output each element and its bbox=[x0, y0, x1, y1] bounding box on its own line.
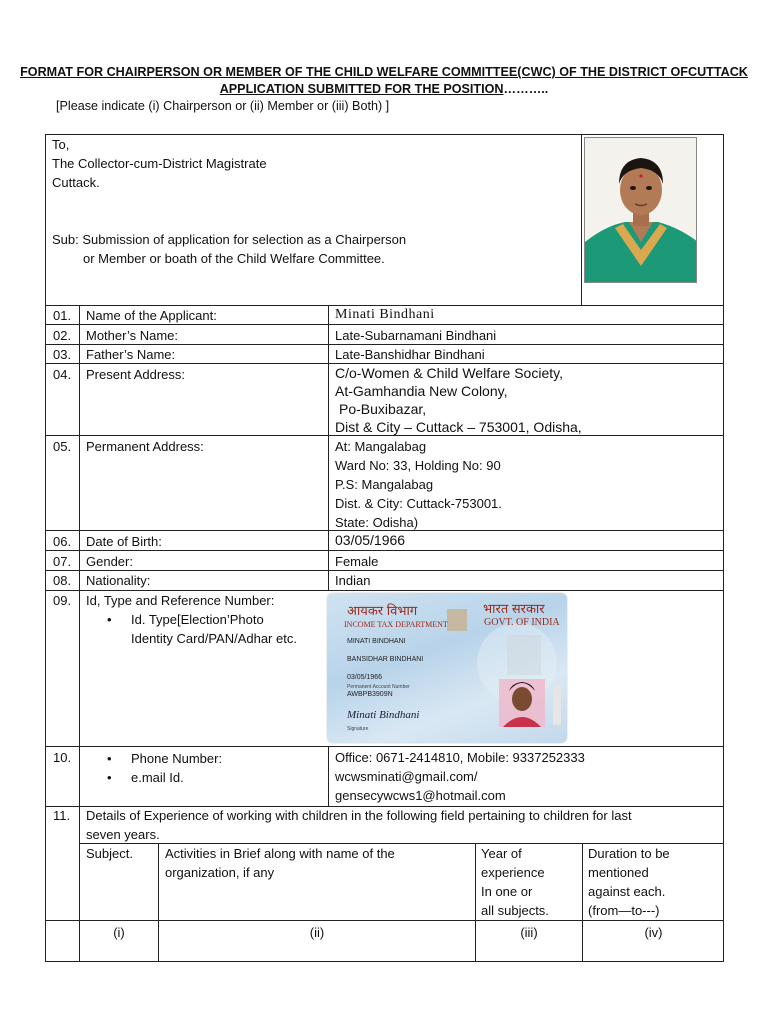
exp-col-duration: against each. bbox=[588, 884, 666, 899]
pan-dob: 03/05/1966 bbox=[347, 674, 383, 681]
exp-col-duration: (from—to---) bbox=[588, 903, 660, 918]
row-01-label: Name of the Applicant: bbox=[86, 308, 217, 323]
phone-label: • Phone Number: bbox=[131, 749, 222, 768]
email-value-2: gensecywcws1@hotmail.com bbox=[335, 788, 506, 803]
form-title: FORMAT FOR CHAIRPERSON OR MEMBER OF THE CHILD WELFARE COMMITTEE(CWC) OF THE DISTRICT OFCUTTACK bbox=[20, 65, 748, 79]
exp-roman-i: (i) bbox=[113, 925, 125, 940]
row-02-label: Mother’s Name: bbox=[86, 328, 178, 343]
pan-father-name: BANSIDHAR BINDHANI bbox=[347, 656, 424, 663]
recipient-city: Cuttack. bbox=[52, 175, 100, 190]
row-11-num: 11. bbox=[53, 808, 71, 823]
label-column-divider-bottom bbox=[328, 746, 329, 806]
present-address-line: At-Gamhandia New Colony, bbox=[335, 383, 508, 399]
pan-hindi-govt: भारत सरकार bbox=[483, 601, 545, 616]
present-address-line: C/o-Women & Child Welfare Society, bbox=[335, 365, 563, 381]
email-value-1: wcwsminati@gmail.com/ bbox=[335, 769, 478, 784]
pan-card-image bbox=[327, 593, 567, 743]
pan-number-label: Permanent Account Number bbox=[347, 684, 410, 690]
exp-col-subject: Subject. bbox=[86, 846, 133, 861]
applicant-name-value: Minati Bindhani bbox=[335, 307, 435, 322]
id-type-line-1: • Id. Type[Election’Photo bbox=[131, 610, 264, 629]
exp-col-activities-2: organization, if any bbox=[165, 865, 275, 880]
photo-divider bbox=[581, 134, 582, 305]
position-label: APPLICATION SUBMITTED FOR THE POSITION bbox=[219, 82, 504, 96]
nationality-value: Indian bbox=[335, 573, 371, 588]
exp-col-year: experience bbox=[481, 865, 545, 880]
exp-col-divider bbox=[158, 843, 159, 962]
row-03-num: 03. bbox=[53, 347, 72, 362]
row-rule bbox=[45, 746, 724, 747]
dob-value: 03/05/1966 bbox=[335, 532, 406, 548]
row-03-label: Father’s Name: bbox=[86, 347, 176, 362]
exp-col-divider bbox=[475, 843, 476, 962]
mother-name-value: Late-Subarnamani Bindhani bbox=[335, 328, 497, 343]
row-10-num: 10. bbox=[53, 750, 72, 765]
row-08-label: Nationality: bbox=[86, 573, 151, 588]
pan-govt: GOVT. OF INDIA bbox=[484, 617, 560, 628]
row-05-label: Permanent Address: bbox=[86, 439, 204, 454]
id-type-line-2: Identity Card/PAN/Adhar etc. bbox=[131, 631, 297, 646]
subject-line-2: or Member or boath of the Child Welfare Committee. bbox=[83, 251, 385, 266]
row-05-num: 05. bbox=[53, 439, 72, 454]
exp-col-duration: Duration to be bbox=[588, 846, 670, 861]
experience-heading-line-1: Details of Experience of working with children in the following field pertaining to children for last bbox=[86, 808, 632, 823]
permanent-address-line: Ward No: 33, Holding No: 90 bbox=[335, 458, 501, 473]
exp-col-activities-1: Activities in Brief along with name of the bbox=[165, 846, 395, 861]
position-instruction: [Please indicate (i) Chairperson or (ii) Member or (iii) Both) ] bbox=[56, 99, 390, 113]
exp-col-divider bbox=[582, 843, 583, 962]
pan-dept: INCOME TAX DEPARTMENT bbox=[344, 620, 448, 629]
pan-hindi-dept: आयकर विभाग bbox=[347, 603, 418, 618]
exp-roman-iv: (iv) bbox=[644, 925, 663, 940]
father-name-value: Late-Banshidhar Bindhani bbox=[335, 347, 485, 362]
pan-signature: Minati Bindhani bbox=[347, 709, 420, 721]
row-08-num: 08. bbox=[53, 573, 72, 588]
exp-col-duration: mentioned bbox=[588, 865, 649, 880]
permanent-address-line: P.S: Mangalabag bbox=[335, 477, 434, 492]
position-dots: ……….. bbox=[503, 82, 549, 96]
pan-holder-name: MINATI BINDHANI bbox=[347, 638, 406, 645]
row-06-label: Date of Birth: bbox=[86, 534, 162, 549]
permanent-address-line: Dist. & City: Cuttack-753001. bbox=[335, 496, 502, 511]
row-09-num: 09. bbox=[53, 593, 72, 608]
present-address-line: Dist & City – Cuttack – 753001, Odisha, bbox=[335, 419, 582, 435]
exp-col-year: Year of bbox=[481, 846, 522, 861]
row-09-label: Id, Type and Reference Number: bbox=[86, 593, 275, 608]
pan-number: AWBPB3909N bbox=[347, 691, 393, 698]
row-01-num: 01. bbox=[53, 308, 72, 323]
exp-roman-ii: (ii) bbox=[309, 925, 325, 940]
row-06-num: 06. bbox=[53, 534, 72, 549]
exp-col-year: In one or bbox=[481, 884, 533, 899]
label-column-divider-top bbox=[328, 305, 329, 590]
exp-roman-iii: (iii) bbox=[520, 925, 538, 940]
salutation: To, bbox=[52, 137, 70, 152]
email-label: • e.mail Id. bbox=[131, 768, 184, 787]
experience-heading-line-2: seven years. bbox=[86, 827, 160, 842]
applicant-photo bbox=[584, 137, 697, 283]
subject-line-1: Sub: Submission of application for selection as a Chairperson bbox=[52, 232, 407, 247]
row-02-num: 02. bbox=[53, 328, 72, 343]
exp-subheader-rule bbox=[45, 920, 724, 921]
permanent-address-line: At: Mangalabag bbox=[335, 439, 427, 454]
permanent-address-line: State: Odisha) bbox=[335, 515, 419, 530]
row-07-num: 07. bbox=[53, 554, 72, 569]
gender-value: Female bbox=[335, 554, 379, 569]
recipient: The Collector-cum-District Magistrate bbox=[52, 156, 267, 171]
pan-signature-label: Signature bbox=[347, 726, 369, 732]
phone-value: Office: 0671-2414810, Mobile: 9337252333 bbox=[335, 750, 585, 765]
num-column-divider bbox=[79, 305, 80, 806]
exp-col-year: all subjects. bbox=[481, 903, 549, 918]
form-subtitle bbox=[0, 81, 768, 98]
row-07-label: Gender: bbox=[86, 554, 133, 569]
row-04-num: 04. bbox=[53, 367, 72, 382]
row-04-label: Present Address: bbox=[86, 367, 185, 382]
present-address-line: Po-Buxibazar, bbox=[339, 401, 427, 417]
